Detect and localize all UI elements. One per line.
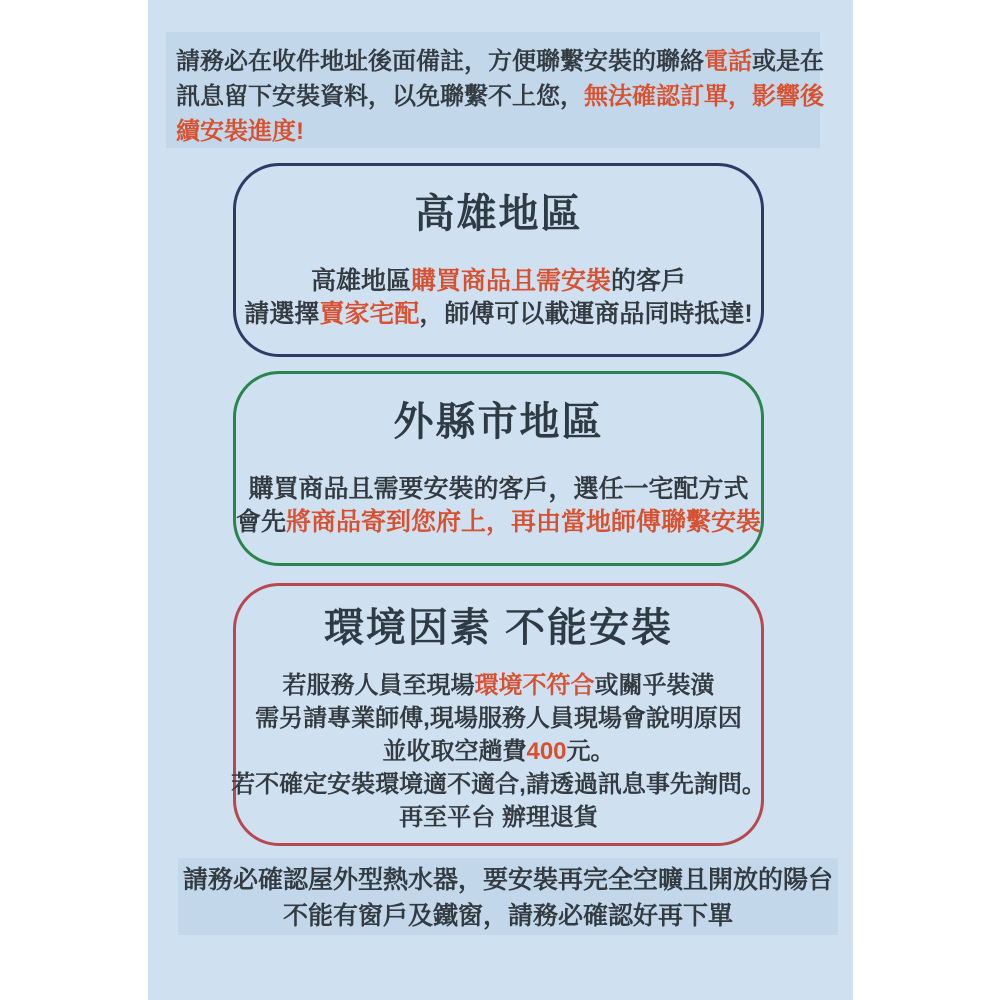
note-line [236,735,761,768]
text-segment: 請務必確認屋外型熱水器，要安裝再完全空曠且開放的陽台 [182,866,833,894]
note-line [236,265,761,298]
region-box-title: 高雄地區 [414,192,583,236]
text-segment: 的客戶 [611,267,687,295]
text-segment-highlight: 400 [526,738,567,765]
text-segment: 或是在 [752,48,824,75]
region-box-kaohsiung [233,163,764,357]
text-segment: 會先 [235,508,286,536]
text-segment: 請務必在收件地址後面備註，方便聯繫安裝的聯絡 [176,48,704,75]
region-box-body [236,265,761,331]
note-line [236,473,761,506]
note-line [176,79,824,114]
note-line [178,862,838,898]
text-segment-highlight: 環境不符合 [474,672,595,699]
region-box-environment [233,583,764,846]
region-box-title: 環境因素 不能安裝 [323,606,674,650]
region-box-other-counties [233,371,764,566]
text-segment: 請選擇 [244,300,320,328]
text-segment: 或關乎裝潢 [594,672,715,699]
text-segment-highlight: 將商品寄到您府上，再由當地師傅聯繫安裝 [286,508,762,536]
text-segment-highlight: 購買商品且需安裝 [410,267,611,295]
note-line [236,702,761,735]
top-notice [166,32,824,148]
text-segment: 需另請專業師傅,現場服務人員現場會說明原因 [255,705,742,732]
region-box-body [231,669,766,834]
text-segment-highlight: 賣家宅配 [319,300,420,328]
text-segment: 並收取空趟費 [382,738,527,765]
text-segment: ，師傅可以載運商品同時抵達! [419,300,753,328]
text-segment: 若服務人員至現場 [282,672,475,699]
region-box-body [236,473,761,539]
note-line [178,898,838,934]
note-line [231,768,766,801]
note-line [176,114,820,149]
text-segment: 再至平台 辦理退貨 [399,804,598,831]
text-segment: 元。 [566,738,615,765]
text-segment: 高雄地區 [310,267,411,295]
text-segment: 購買商品且需要安裝的客戶，選任一宅配方式 [248,475,749,503]
text-segment-highlight: 電話 [704,48,752,75]
note-line [176,44,824,79]
note-line [236,506,761,539]
note-line [236,298,761,331]
text-segment: 不能有窗戶及鐵窗，請務必確認好再下單 [282,902,733,930]
text-segment-highlight: 無法確認訂單，影響後 [584,83,824,110]
note-line [236,801,761,834]
bottom-notice [178,858,838,935]
text-segment: 若不確定安裝環境適不適合,請透過訊息事先詢問。 [231,771,766,798]
text-segment: 訊息留下安裝資料，以免聯繫不上您， [176,83,584,110]
text-segment-highlight: 續安裝進度! [176,118,304,145]
note-line [236,669,761,702]
region-box-title: 外縣市地區 [393,400,604,444]
